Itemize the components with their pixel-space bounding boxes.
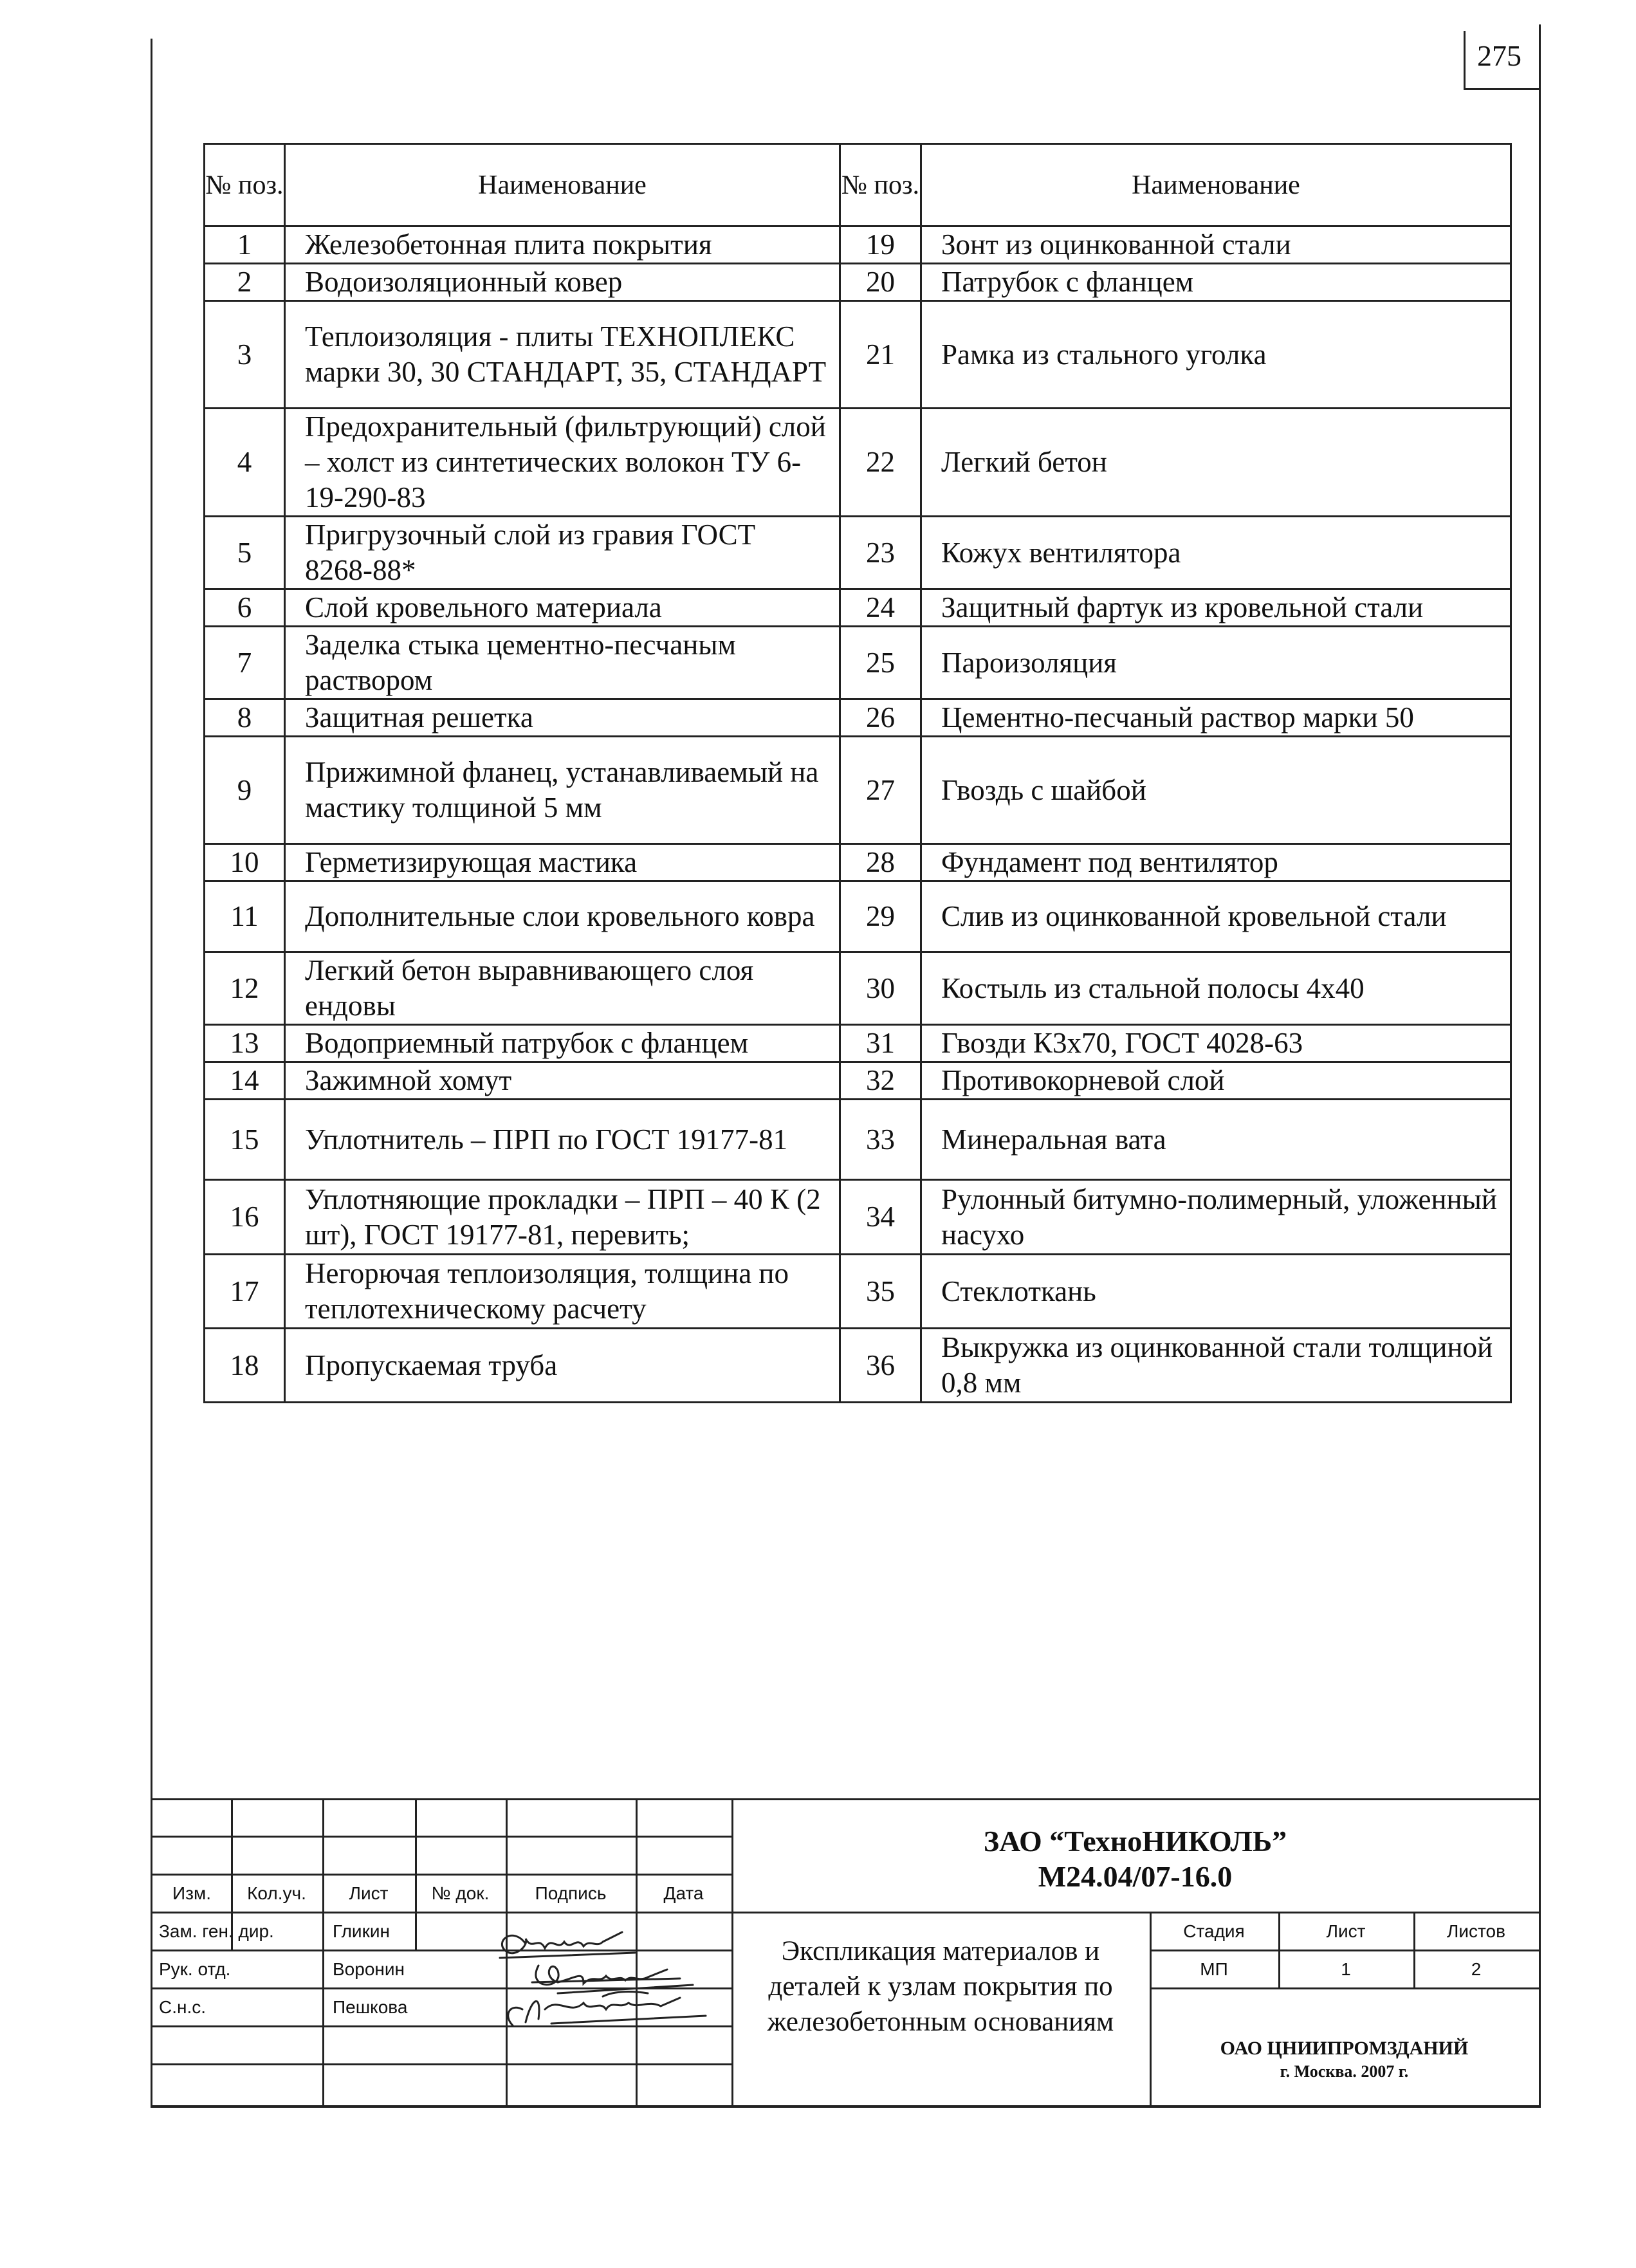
name-left-cell: Водоприемный патрубок с фланцем [285,1025,840,1062]
pos-left-cell: 8 [205,699,285,737]
name-left-cell: Дополнительные слои кровельного ковра [285,881,840,952]
stage-label: Стадия [1183,1921,1245,1941]
pos-right-cell: 29 [840,881,921,952]
role-senior-researcher: С.н.с. [159,1997,207,2017]
pos-right-cell: 24 [840,589,921,627]
name-left-cell: Уплотняющие прокладки – ПРП – 40 К (2 шт), ГОСТ 19177-81, перевить; [285,1180,840,1255]
name-left-cell: Уплотнитель – ПРП по ГОСТ 19177-81 [285,1100,840,1180]
table-row [205,1062,1511,1100]
name-left-cell: Негорючая теплоизоляция, толщина по теплотехническому расчету [285,1255,840,1329]
table-row [205,699,1511,737]
page-number-box [1464,31,1539,90]
name-left-cell: Прижимной фланец, устанавливаемый на мастику толщиной 5 мм [285,737,840,844]
name-left-cell: Пропускаемая труба [285,1329,840,1403]
tb-line [152,1912,1539,1913]
name-left-cell: Теплоизоляция - плиты ТЕХНОПЛЕКС марки 30, 30 СТАНДАРТ, 35, СТАНДАРТ [285,301,840,409]
frame-right-border [1539,24,1541,2107]
pos-left-cell: 12 [205,952,285,1025]
table-row [205,1025,1511,1062]
pos-header-right: № поз. [840,144,921,226]
pos-right-cell: 25 [840,627,921,699]
pos-left-cell: 15 [205,1100,285,1180]
name-left-cell: Слой кровельного материала [285,589,840,627]
pos-right-cell: 27 [840,737,921,844]
pos-left-cell: 10 [205,844,285,881]
tb-line [1150,1950,1539,1951]
tb-line [415,1798,417,1950]
col-kol-uch-label: Кол.уч. [247,1883,306,1903]
stage-value: МП [1200,1959,1228,1979]
name-left-cell: Легкий бетон выравнивающего слоя ендовы [285,952,840,1025]
name-right-cell: Пароизоляция [921,627,1511,699]
pos-left-cell: 14 [205,1062,285,1100]
tb-line [152,1874,731,1876]
name-right-cell: Фундамент под вентилятор [921,844,1511,881]
name-right-cell: Выкружка из оцинкованной стали толщиной 0,8 мм [921,1329,1511,1403]
name-right-cell: Защитный фартук из кровельной стали [921,589,1511,627]
pos-right-cell: 32 [840,1062,921,1100]
table-row [205,737,1511,844]
table-row [205,589,1511,627]
explication-table [203,143,1512,1403]
organization-city-year: г. Москва. 2007 г. [1280,2062,1409,2081]
pos-right-cell: 22 [840,409,921,517]
title-block [152,1798,1539,2105]
table-row [205,1329,1511,1403]
organization-name: ОАО ЦНИИПРОМЗДАНИЙ [1220,2038,1469,2059]
frame-left-border [151,39,152,2107]
name-header-right: Наименование [921,144,1511,226]
pos-right-cell: 30 [840,952,921,1025]
table-row [205,517,1511,589]
name-right-cell: Минеральная вата [921,1100,1511,1180]
tb-line [152,1798,1539,1800]
sheet-value: 1 [1341,1959,1351,1979]
tb-line [152,1836,731,1838]
pos-right-cell: 28 [840,844,921,881]
pos-left-cell: 2 [205,264,285,301]
pos-right-cell: 31 [840,1025,921,1062]
name-right-cell: Патрубок с фланцем [921,264,1511,301]
name-right-cell: Рулонный битумно-полимерный, уложенный насухо [921,1180,1511,1255]
document-title: Экспликация материалов и деталей к узлам покрытия по железобетонным основаниям [767,1936,1114,2037]
tb-line [152,2063,731,2065]
role-deputy-director: Зам. ген. дир. [159,1921,274,1941]
name-right-cell: Легкий бетон [921,409,1511,517]
name-header-left: Наименование [285,144,840,226]
tb-line [322,1798,324,2105]
table-row [205,409,1511,517]
table-row [205,881,1511,952]
pos-right-cell: 19 [840,226,921,264]
pos-left-cell: 4 [205,409,285,517]
table-row [205,264,1511,301]
page-number: 275 [1477,39,1521,72]
col-signature-label: Подпись [535,1883,607,1903]
pos-left-cell: 3 [205,301,285,409]
pos-left-cell: 6 [205,589,285,627]
document-code: М24.04/07-16.0 [1038,1860,1233,1893]
role-department-head: Рук. отд. [159,1959,231,1979]
frame-bottom-border [151,2105,1541,2108]
table-row [205,226,1511,264]
col-izm-label: Изм. [172,1883,211,1903]
name-left-cell: Заделка стыка цементно-песчаным раствором [285,627,840,699]
sheets-value: 2 [1471,1959,1482,1979]
name-right-cell: Стеклоткань [921,1255,1511,1329]
pos-left-cell: 7 [205,627,285,699]
pos-left-cell: 9 [205,737,285,844]
sheets-label: Листов [1447,1921,1505,1941]
table-row [205,627,1511,699]
table-row [205,1100,1511,1180]
pos-right-cell: 35 [840,1255,921,1329]
pos-right-cell: 26 [840,699,921,737]
pos-right-cell: 23 [840,517,921,589]
name-left-cell: Защитная решетка [285,699,840,737]
pos-right-cell: 33 [840,1100,921,1180]
name-right-cell: Противокорневой слой [921,1062,1511,1100]
name-senior-researcher: Пешкова [333,1997,408,2017]
name-department-head: Воронин [333,1959,405,1979]
table-body [205,226,1511,1403]
name-left-cell: Предохранительный (фильтрующий) слой – холст из синтетических волокон ТУ 6-19-290-83 [285,409,840,517]
name-left-cell: Железобетонная плита покрытия [285,226,840,264]
name-left-cell: Зажимной хомут [285,1062,840,1100]
name-right-cell: Кожух вентилятора [921,517,1511,589]
table-row [205,301,1511,409]
table-row [205,1180,1511,1255]
pos-right-cell: 36 [840,1329,921,1403]
col-doc-no-label: № док. [431,1883,490,1903]
table-row [205,844,1511,881]
name-right-cell: Цементно-песчаный раствор марки 50 [921,699,1511,737]
name-right-cell: Зонт из оцинкованной стали [921,226,1511,264]
name-right-cell: Гвозди К3х70, ГОСТ 4028-63 [921,1025,1511,1062]
name-right-cell: Слив из оцинкованной кровельной стали [921,881,1511,952]
pos-left-cell: 5 [205,517,285,589]
name-right-cell: Костыль из стальной полосы 4х40 [921,952,1511,1025]
table-row [205,952,1511,1025]
pos-left-cell: 17 [205,1255,285,1329]
col-date-label: Дата [663,1883,704,1903]
name-left-cell: Герметизирующая мастика [285,844,840,881]
pos-left-cell: 1 [205,226,285,264]
pos-left-cell: 11 [205,881,285,952]
pos-left-cell: 16 [205,1180,285,1255]
tb-line [1150,1987,1539,1989]
pos-left-cell: 13 [205,1025,285,1062]
pos-right-cell: 20 [840,264,921,301]
table-row [205,1255,1511,1329]
pos-header-left: № поз. [205,144,285,226]
name-left-cell: Пригрузочный слой из гравия ГОСТ 8268-88* [285,517,840,589]
pos-right-cell: 21 [840,301,921,409]
name-left-cell: Водоизоляционный ковер [285,264,840,301]
pos-left-cell: 18 [205,1329,285,1403]
col-list-label: Лист [349,1883,389,1903]
name-right-cell: Гвоздь с шайбой [921,737,1511,844]
name-right-cell: Рамка из стального уголка [921,301,1511,409]
handwritten-signatures [487,1913,770,2035]
name-deputy-director: Гликин [333,1921,390,1941]
company-name: ЗАО “ТехноНИКОЛЬ” [983,1825,1287,1858]
sheet-label: Лист [1326,1921,1366,1941]
pos-right-cell: 34 [840,1180,921,1255]
